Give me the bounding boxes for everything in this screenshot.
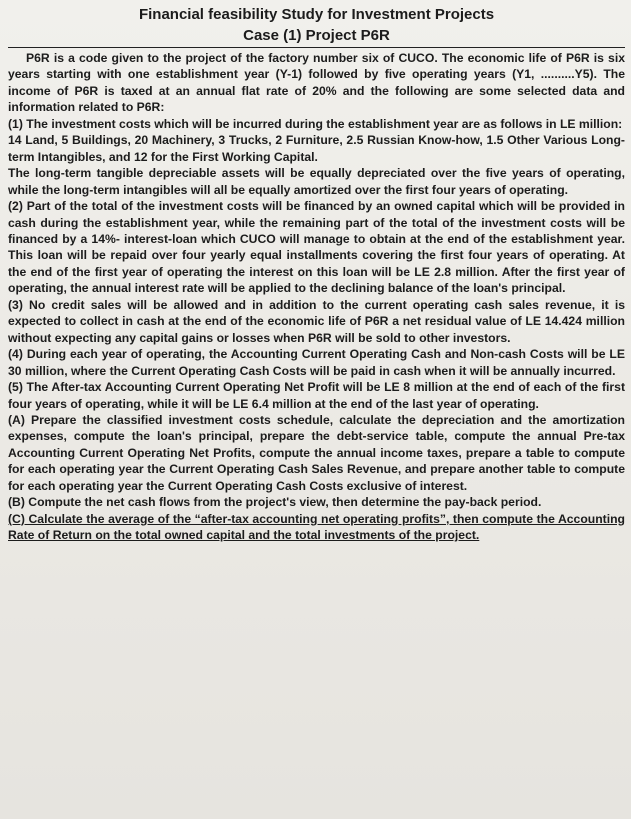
- item-5-profit: (5) The After-tax Accounting Current Operating Net Profit will be LE 8 million at the end of each of the first four years of operating, while it will be LE 6.4 million at the end of the last year of operating.: [8, 380, 625, 411]
- case-subtitle: Case (1) Project P6R: [243, 27, 390, 44]
- item-4-costs: (4) During each year of operating, the Accounting Current Operating Cash and Non-cash Costs will be LE 30 million, where the Current Operating Cash Costs will be paid in cash when it will be annually incurred.: [8, 347, 625, 378]
- item-1-heading: (1) The investment costs which will be incurred during the establishment year are as follows in LE million:: [8, 116, 623, 131]
- document-title: Financial feasibility Study for Investment Projects: [138, 6, 495, 23]
- item-2-financing: (2) Part of the total of the investment costs will be financed by an owned capital which will be provided in cash during the establishment year, while the remaining part of the total of the investment costs will be financed by a 14%- interest-loan which CUCO will manage to obtain at the end of the establishment year. This loan will be repaid over four yearly equal installments covering the first four years of operating. At the end of the first year of operating the interest on this loan will be LE 2.8 million. After the first year of operating, the annual interest rate will be applied to the declining balance of the loan's principal.: [8, 199, 625, 296]
- intro-paragraph: P6R is a code given to the project of the factory number six of CUCO. The economic life of P6R is six years starting with one establishment year (Y-1) followed by five operating years (Y1, ..........Y5). The income of P6R is taxed at an annual flat rate of 20% and the following are some selected data and information related to P6R:: [8, 51, 625, 115]
- title-divider: [8, 47, 625, 48]
- item-1-depreciation: The long-term tangible depreciable assets will be equally depreciated over the five years of operating, while the long-term intangibles will all be equally amortized over the first four years of operating.: [8, 166, 625, 197]
- task-a: (A) Prepare the classified investment costs schedule, calculate the depreciation and the amortization expenses, compute the loan's principal, prepare the debt-service table, compute the annual Pre-tax Accounting Current Operating Net Profits, compute the annual income taxes, prepare a table to compute for each operating year the Current Operating Cash Sales Revenue, and prepare another table to compute for each operating year the Current Operating Cash Costs exclusive of interest.: [8, 412, 625, 493]
- item-1-cost-list: 14 Land, 5 Buildings, 20 Machinery, 3 Trucks, 2 Furniture, 2.5 Russian Know-how, 1.5 Other Various Long-term Intangibles, and 12 for the First Working Capital.: [8, 133, 625, 164]
- case-body: [8, 50, 625, 544]
- task-c: (C) Calculate the average of the “after-tax accounting net operating profits”, then compute the Accounting Rate of Return on the total owned capital and the total investments of the project.: [8, 511, 625, 543]
- item-3-sales: (3) No credit sales will be allowed and in addition to the current operating cash sales revenue, it is expected to collect in cash at the end of the economic life of P6R a net residual value of LE 14.424 million without expecting any capital gains or losses when P6R will be sold to other investors.: [8, 297, 625, 345]
- task-b: (B) Compute the net cash flows from the project's view, then determine the pay-back period.: [8, 495, 542, 510]
